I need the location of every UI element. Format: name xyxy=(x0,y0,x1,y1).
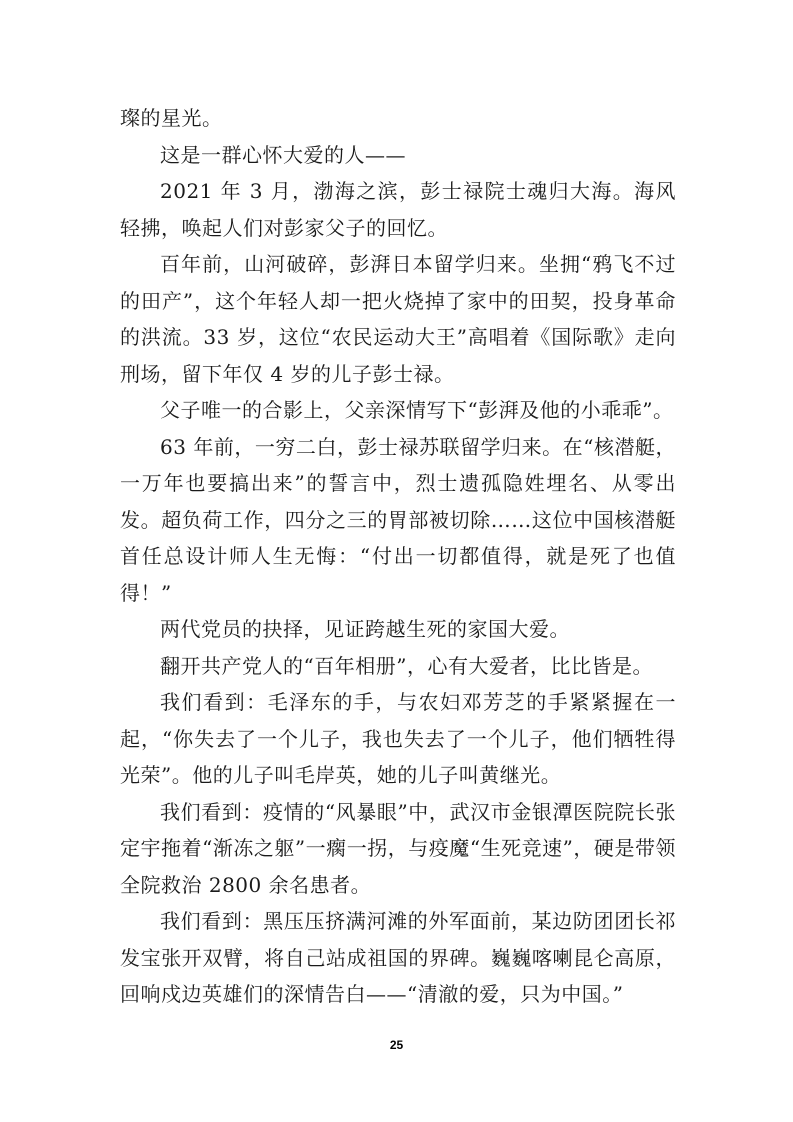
paragraph: 这是一群心怀大爱的人—— xyxy=(160,142,406,167)
paragraph: 翻开共产党人的“百年相册”，心有大爱者，比比皆是。 xyxy=(160,653,653,678)
paragraph: 63 年前，一穷二白，彭士禄苏联留学归来。在“核潜艇，一万年也要搞出来”的誓言中，烈士遗孤隐姓埋名、从零出发。超负荷工作，四分之三的胃部被切除……这位中国核潜艇首任总设计师人生无悔：“付出一切都值得，就是死了也值得！” xyxy=(120,434,676,605)
paragraph: 我们看到：疫情的“风暴眼”中，武汉市金银潭医院院长张定宇拖着“渐冻之躯”一瘸一拐，与疫魔“生死竞速”，硬是带领全院救治 2800 余名患者。 xyxy=(120,799,676,897)
paragraph: 2021 年 3 月，渤海之滨，彭士禄院士魂归大海。海风轻拂，唤起人们对彭家父子的回忆。 xyxy=(120,179,676,240)
paragraph: 百年前，山河破碎，彭湃日本留学归来。坐拥“鸦飞不过的田产”，这个年轻人却一把火烧掉了家中的田契，投身革命的洪流。33 岁，这位“农民运动大王”高唱着《国际歌》走向刑场，留下年仅 4 岁的儿子彭士禄。 xyxy=(120,252,676,386)
paragraph: 两代党员的抉择，见证跨越生死的家国大爱。 xyxy=(160,617,570,641)
paragraph: 我们看到：毛泽东的手，与农妇邓芳芝的手紧紧握在一起，“你失去了一个儿子，我也失去了一个儿子，他们牺牲得光荣”。他的儿子叫毛岸英，她的儿子叫黄继光。 xyxy=(120,690,676,787)
page-number: 25 xyxy=(389,1038,404,1052)
paragraph: 璨的星光。 xyxy=(120,106,223,130)
paragraph: 父子唯一的合影上，父亲深情写下“彭湃及他的小乖乖”。 xyxy=(160,398,674,422)
body-text xyxy=(120,100,676,1013)
paragraph: 我们看到：黑压压挤满河滩的外军面前，某边防团团长祁发宝张开双臂，将自己站成祖国的界碑。巍巍喀喇昆仑高原，回响戍边英雄们的深情告白——“清澈的爱，只为中国。” xyxy=(120,909,676,1006)
